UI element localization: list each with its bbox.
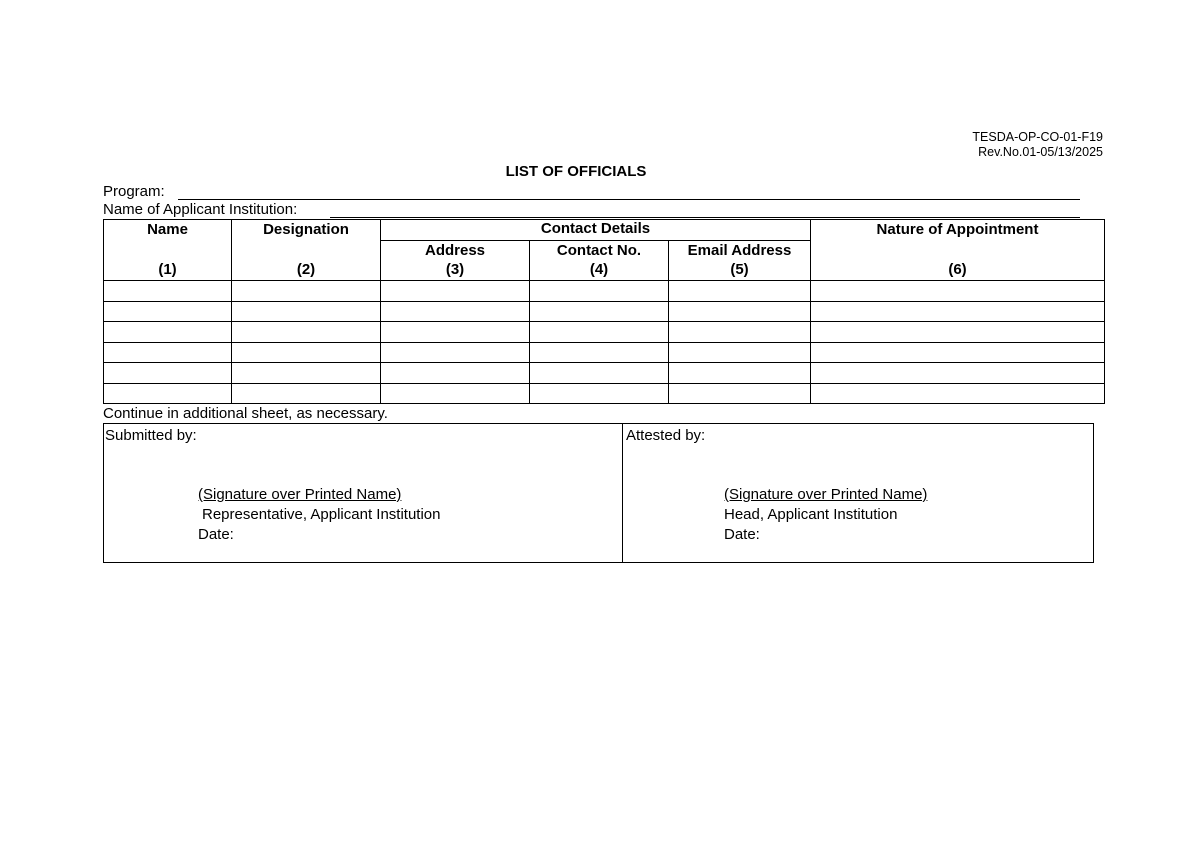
column-header-designation: Designation (2) — [232, 220, 381, 281]
table-cell[interactable] — [104, 301, 232, 322]
table-cell[interactable] — [381, 342, 530, 363]
continuation-note: Continue in additional sheet, as necessary. — [103, 405, 388, 422]
table-cell[interactable] — [104, 342, 232, 363]
table-cell[interactable] — [232, 363, 381, 384]
table-cell[interactable] — [530, 342, 669, 363]
table-cell[interactable] — [104, 281, 232, 302]
table-cell[interactable] — [669, 383, 811, 404]
table-cell[interactable] — [811, 281, 1105, 302]
column-header-address: Address (3) — [381, 241, 530, 281]
officials-table — [103, 219, 1105, 404]
column-group-contact-details: Contact Details — [381, 220, 811, 241]
table-cell[interactable] — [530, 363, 669, 384]
table-row — [104, 342, 1105, 363]
column-header-nature-of-appointment: Nature of Appointment (6) — [811, 220, 1105, 281]
column-header-name: Name (1) — [104, 220, 232, 281]
table-cell[interactable] — [381, 363, 530, 384]
table-cell[interactable] — [232, 342, 381, 363]
table-cell[interactable] — [381, 383, 530, 404]
submitted-by-panel — [104, 424, 622, 562]
table-cell[interactable] — [669, 363, 811, 384]
table-cell[interactable] — [530, 281, 669, 302]
submitted-role: Representative, Applicant Institution — [202, 506, 441, 523]
table-row — [104, 322, 1105, 343]
attested-by-panel — [623, 424, 1093, 562]
attested-date-label: Date: — [724, 526, 760, 543]
table-cell[interactable] — [232, 383, 381, 404]
table-cell[interactable] — [381, 281, 530, 302]
institution-label: Name of Applicant Institution: — [103, 201, 298, 218]
institution-field — [103, 201, 297, 219]
program-label: Program: — [103, 183, 165, 200]
institution-input-line[interactable] — [330, 217, 1080, 218]
table-cell[interactable] — [381, 322, 530, 343]
submitted-by-heading: Submitted by: — [105, 427, 197, 444]
attested-by-heading: Attested by: — [626, 427, 706, 444]
table-row — [104, 363, 1105, 384]
table-row — [104, 301, 1105, 322]
table-cell[interactable] — [669, 301, 811, 322]
table-cell[interactable] — [669, 342, 811, 363]
program-input-line[interactable] — [178, 199, 1080, 200]
table-cell[interactable] — [104, 363, 232, 384]
table-cell[interactable] — [811, 342, 1105, 363]
table-cell[interactable] — [811, 383, 1105, 404]
table-cell[interactable] — [811, 301, 1105, 322]
submitted-date-label: Date: — [198, 526, 234, 543]
program-field — [103, 183, 165, 201]
attested-role: Head, Applicant Institution — [724, 506, 898, 523]
table-cell[interactable] — [232, 281, 381, 302]
signature-box — [103, 423, 1094, 563]
table-cell[interactable] — [381, 301, 530, 322]
column-header-email-address: Email Address (5) — [669, 241, 811, 281]
attested-signature-block — [724, 485, 927, 545]
form-code: TESDA-OP-CO-01-F19 — [972, 130, 1103, 144]
table-cell[interactable] — [811, 322, 1105, 343]
table-cell[interactable] — [232, 301, 381, 322]
table-cell[interactable] — [669, 281, 811, 302]
table-cell[interactable] — [669, 322, 811, 343]
table-cell[interactable] — [811, 363, 1105, 384]
attested-signature-line[interactable]: (Signature over Printed Name) — [724, 486, 928, 503]
table-cell[interactable] — [530, 383, 669, 404]
table-cell[interactable] — [104, 383, 232, 404]
table-cell[interactable] — [104, 322, 232, 343]
column-header-contact-no: Contact No. (4) — [530, 241, 669, 281]
revision-number: Rev.No.01-05/13/2025 — [978, 145, 1103, 159]
table-cell[interactable] — [530, 322, 669, 343]
submitted-signature-line[interactable]: (Signature over Printed Name) — [198, 486, 402, 503]
table-row — [104, 281, 1105, 302]
table-cell[interactable] — [530, 301, 669, 322]
document-title: LIST OF OFFICIALS — [505, 163, 647, 180]
submitted-signature-block — [198, 485, 440, 545]
table-row — [104, 383, 1105, 404]
table-cell[interactable] — [232, 322, 381, 343]
